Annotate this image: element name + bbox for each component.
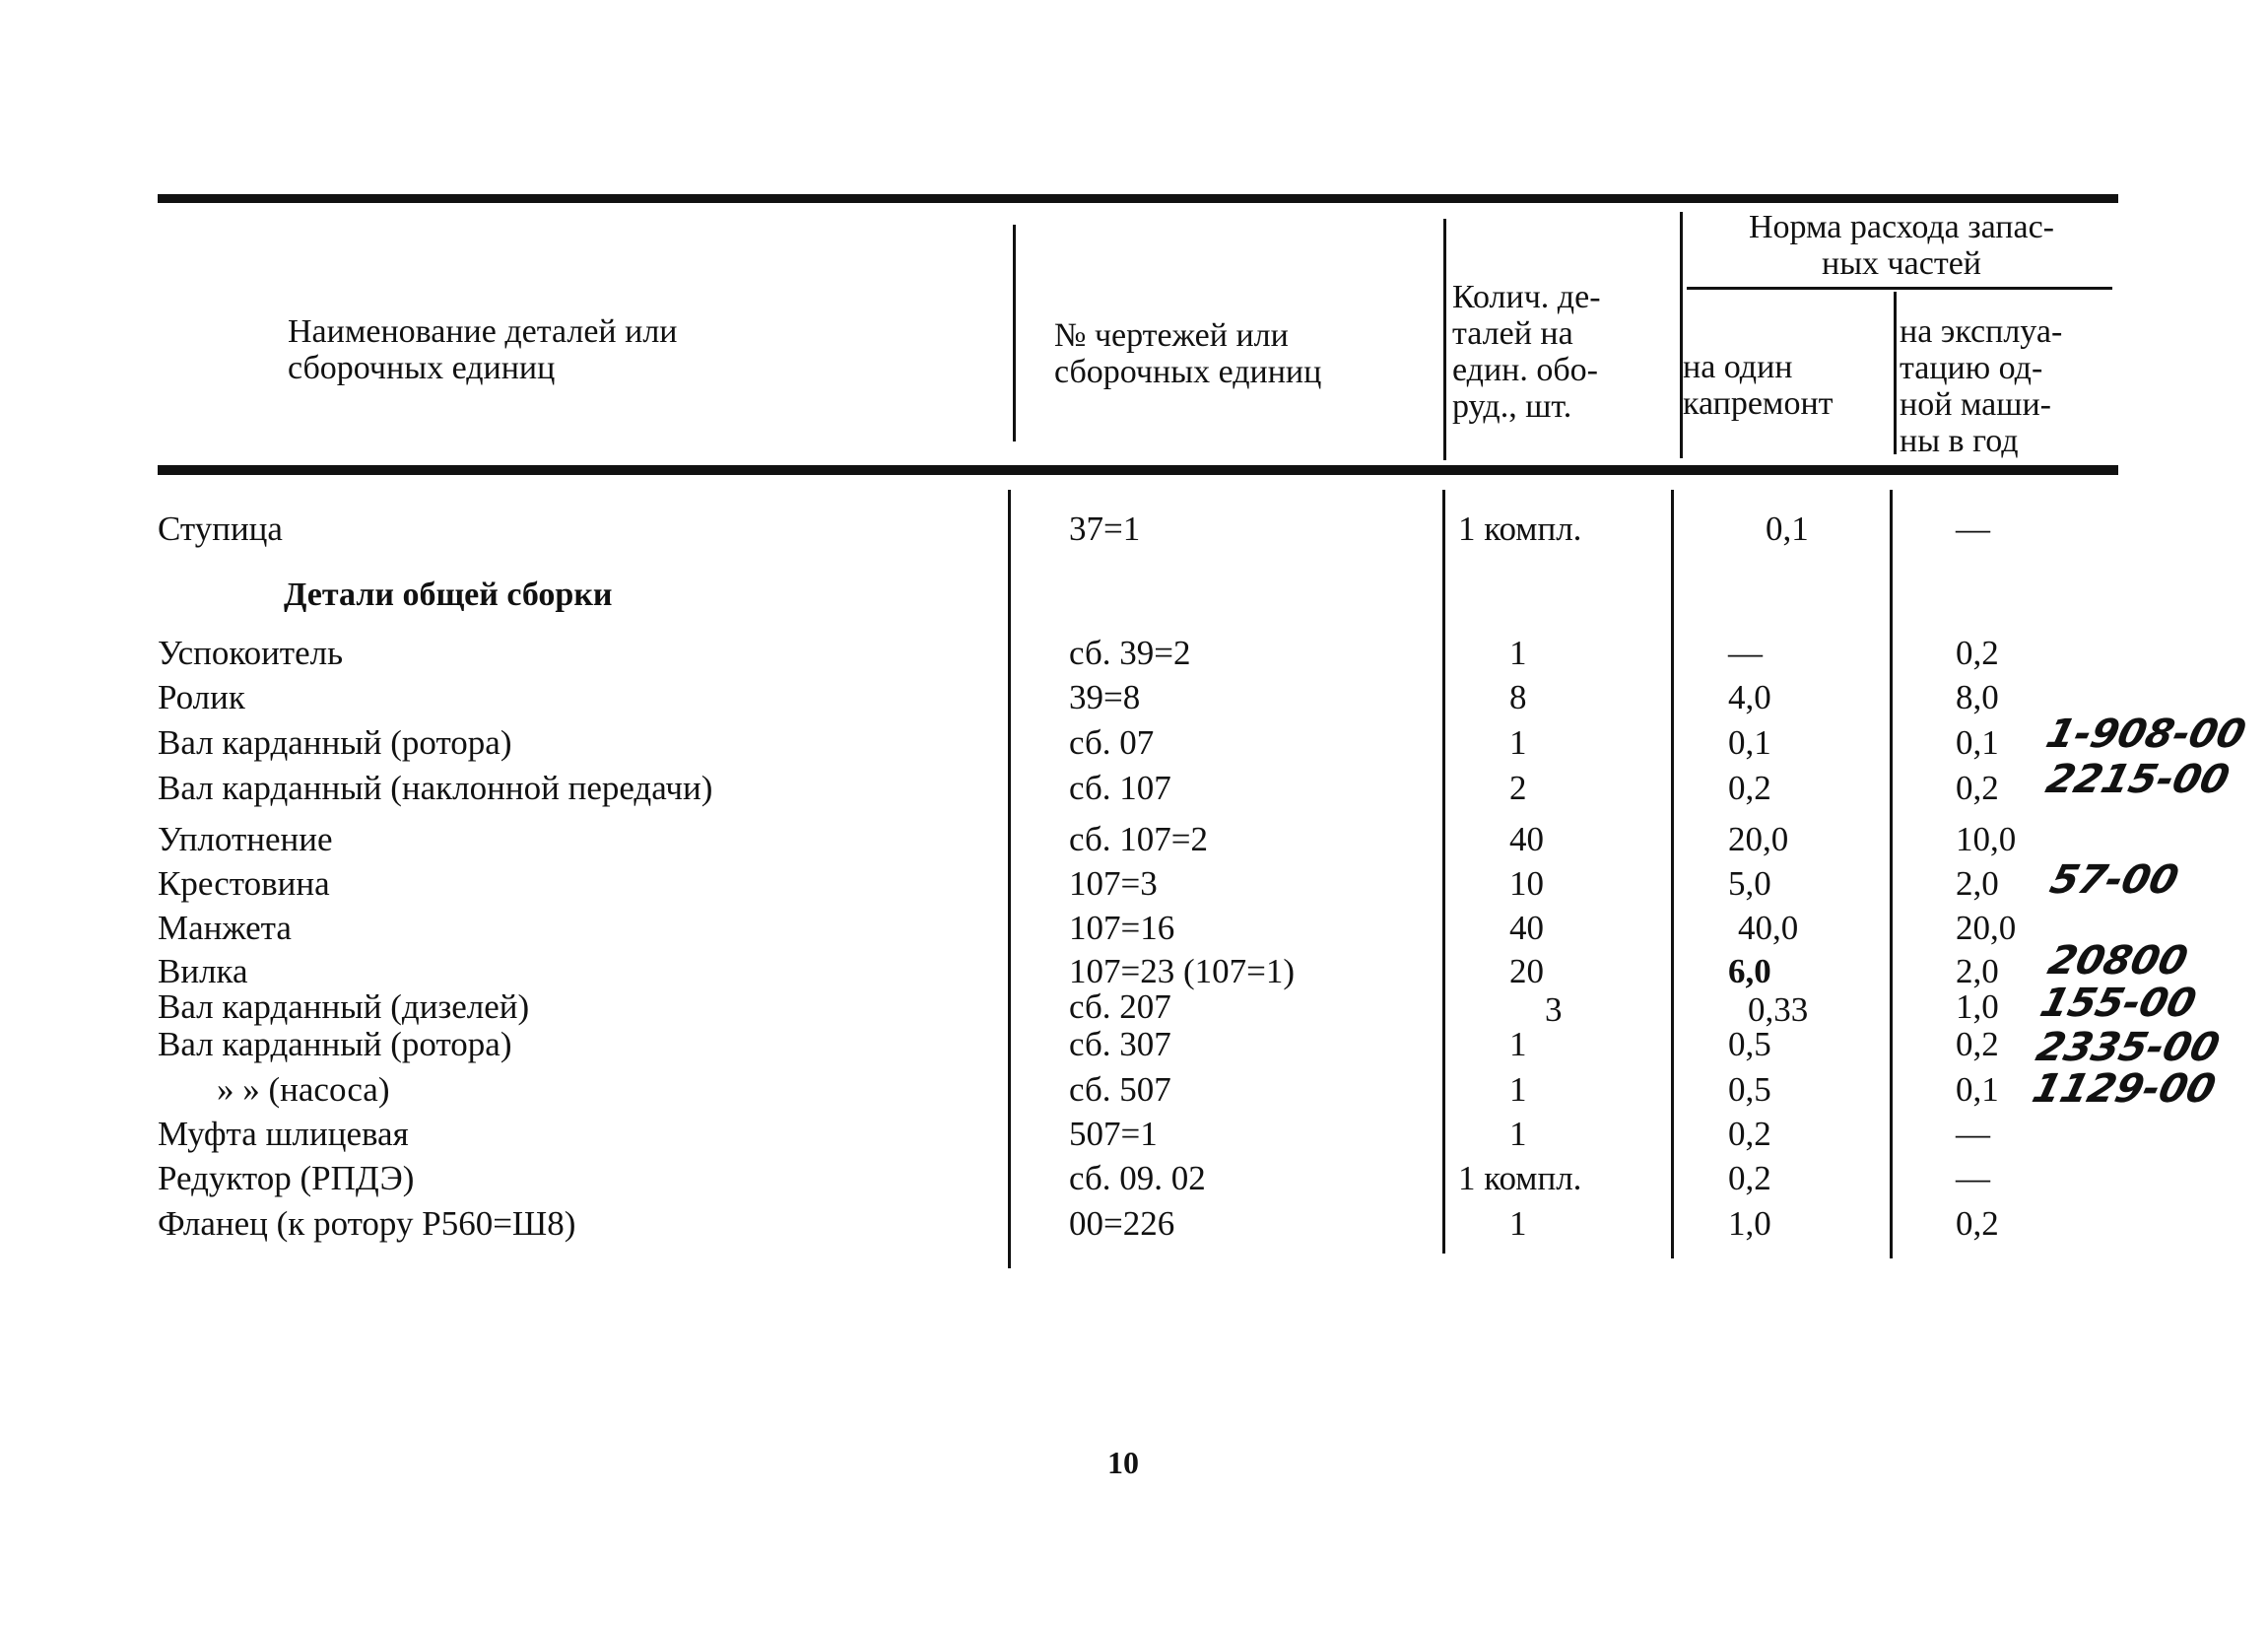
header-norm-group: Норма расхода запас- ных частей <box>1748 209 2055 282</box>
handwritten-note: 57-00 <box>2045 857 2183 903</box>
row-per-year: 0,2 <box>1956 769 1999 807</box>
row-name: Ролик <box>158 678 245 716</box>
body-divider-2 <box>1442 490 1445 1254</box>
handwritten-note: 1-908-00 <box>2041 712 2250 757</box>
row-drawing: 107=3 <box>1069 864 1158 903</box>
header-per-overhaul: на один капремонт <box>1683 349 1834 422</box>
row-per-year: 0,2 <box>1956 634 1999 672</box>
row-per-overhaul: 0,2 <box>1728 769 1771 807</box>
row-name: Муфта шлицевая <box>158 1115 409 1153</box>
row-drawing: сб. 39=2 <box>1069 634 1191 672</box>
row-per-overhaul: 0,33 <box>1748 990 1809 1029</box>
row-per-year: 10,0 <box>1956 820 2017 858</box>
row-name: Фланец (к ротору Р560=Ш8) <box>158 1204 576 1243</box>
row-drawing: 39=8 <box>1069 678 1141 716</box>
table-top-rule <box>158 194 2118 203</box>
row-name: Вал карданный (дизелей) <box>158 987 530 1026</box>
row-name: Вал карданный (ротора) <box>158 723 512 762</box>
row-per-overhaul: 40,0 <box>1738 909 1799 947</box>
row-name: Вал карданный (ротора) <box>158 1025 512 1063</box>
body-divider-1 <box>1008 490 1011 1268</box>
row-per-overhaul: 0,2 <box>1728 1159 1771 1197</box>
row-qty: 1 <box>1509 1204 1527 1243</box>
handwritten-note: 155-00 <box>2035 981 2201 1026</box>
row-name: Вилка <box>158 952 248 990</box>
row-drawing: сб. 107=2 <box>1069 820 1209 858</box>
row-per-overhaul: 0,5 <box>1728 1070 1771 1109</box>
row-drawing: сб. 07 <box>1069 723 1155 762</box>
row-qty: 1 <box>1509 1070 1527 1109</box>
header-drawing: № чертежей или сборочных единиц <box>1054 317 1322 390</box>
row-name: Редуктор (РПДЭ) <box>158 1159 415 1197</box>
row-qty: 1 компл. <box>1458 509 1582 548</box>
section-title: Детали общей сборки <box>284 577 613 613</box>
row-qty: 3 <box>1545 990 1563 1029</box>
header-name: Наименование деталей или сборочных единиц <box>288 313 678 386</box>
row-per-year: — <box>1956 509 1990 548</box>
header-divider-1 <box>1013 225 1016 441</box>
row-per-year: 0,2 <box>1956 1204 1999 1243</box>
row-qty: 40 <box>1509 909 1544 947</box>
row-name: Ступица <box>158 509 283 548</box>
row-per-year: 0,1 <box>1956 1070 1999 1109</box>
handwritten-note: 1129-00 <box>2028 1066 2221 1112</box>
row-per-year: 8,0 <box>1956 678 1999 716</box>
row-drawing: 107=23 (107=1) <box>1069 952 1296 990</box>
row-per-year: 2,0 <box>1956 864 1999 903</box>
page-number: 10 <box>1107 1445 1139 1480</box>
row-per-year: 1,0 <box>1956 987 1999 1026</box>
row-drawing: сб. 507 <box>1069 1070 1171 1109</box>
row-qty: 20 <box>1509 952 1544 990</box>
row-per-overhaul: 6,0 <box>1728 952 1771 990</box>
row-per-overhaul: 0,1 <box>1766 509 1809 548</box>
header-divider-4 <box>1894 292 1897 454</box>
row-qty: 10 <box>1509 864 1544 903</box>
row-per-overhaul: 0,2 <box>1728 1115 1771 1153</box>
row-name: Манжета <box>158 909 292 947</box>
row-drawing: сб. 09. 02 <box>1069 1159 1206 1197</box>
row-name: Крестовина <box>158 864 330 903</box>
row-per-overhaul: 0,5 <box>1728 1025 1771 1063</box>
row-drawing: сб. 107 <box>1069 769 1171 807</box>
header-qty: Колич. де- талей на един. обо- руд., шт. <box>1452 279 1601 425</box>
row-per-overhaul: 1,0 <box>1728 1204 1771 1243</box>
row-qty: 40 <box>1509 820 1544 858</box>
norm-group-rule <box>1687 287 2112 290</box>
row-per-overhaul: 20,0 <box>1728 820 1789 858</box>
row-qty: 1 <box>1509 1115 1527 1153</box>
row-drawing: 507=1 <box>1069 1115 1158 1153</box>
row-qty: 1 <box>1509 1025 1527 1063</box>
row-qty: 2 <box>1509 769 1527 807</box>
row-name: Вал карданный (наклонной передачи) <box>158 769 713 807</box>
row-qty: 8 <box>1509 678 1527 716</box>
row-name: Успокоитель <box>158 634 344 672</box>
row-qty: 1 <box>1509 723 1527 762</box>
row-per-year: 20,0 <box>1956 909 2017 947</box>
row-per-year: — <box>1956 1159 1990 1197</box>
row-per-overhaul: 5,0 <box>1728 864 1771 903</box>
row-per-overhaul: — <box>1728 634 1763 672</box>
row-per-year: 0,1 <box>1956 723 1999 762</box>
handwritten-note: 2215-00 <box>2041 757 2235 802</box>
row-per-year: 2,0 <box>1956 952 1999 990</box>
row-name: Уплотнение <box>158 820 333 858</box>
header-bottom-rule <box>158 465 2118 475</box>
row-drawing: 37=1 <box>1069 509 1141 548</box>
handwritten-note: 2335-00 <box>2032 1025 2225 1070</box>
row-qty: 1 компл. <box>1458 1159 1582 1197</box>
row-name: » » (насоса) <box>217 1070 390 1109</box>
row-per-year: 0,2 <box>1956 1025 1999 1063</box>
row-drawing: сб. 207 <box>1069 987 1171 1026</box>
row-drawing: сб. 307 <box>1069 1025 1171 1063</box>
row-drawing: 107=16 <box>1069 909 1175 947</box>
row-qty: 1 <box>1509 634 1527 672</box>
header-divider-2 <box>1443 219 1446 460</box>
row-per-overhaul: 4,0 <box>1728 678 1771 716</box>
row-per-year: — <box>1956 1115 1990 1153</box>
row-drawing: 00=226 <box>1069 1204 1175 1243</box>
header-per-year: на эксплуа- тацию од- ной маши- ны в год <box>1900 313 2063 459</box>
handwritten-note: 20800 <box>2043 938 2192 984</box>
row-per-overhaul: 0,1 <box>1728 723 1771 762</box>
